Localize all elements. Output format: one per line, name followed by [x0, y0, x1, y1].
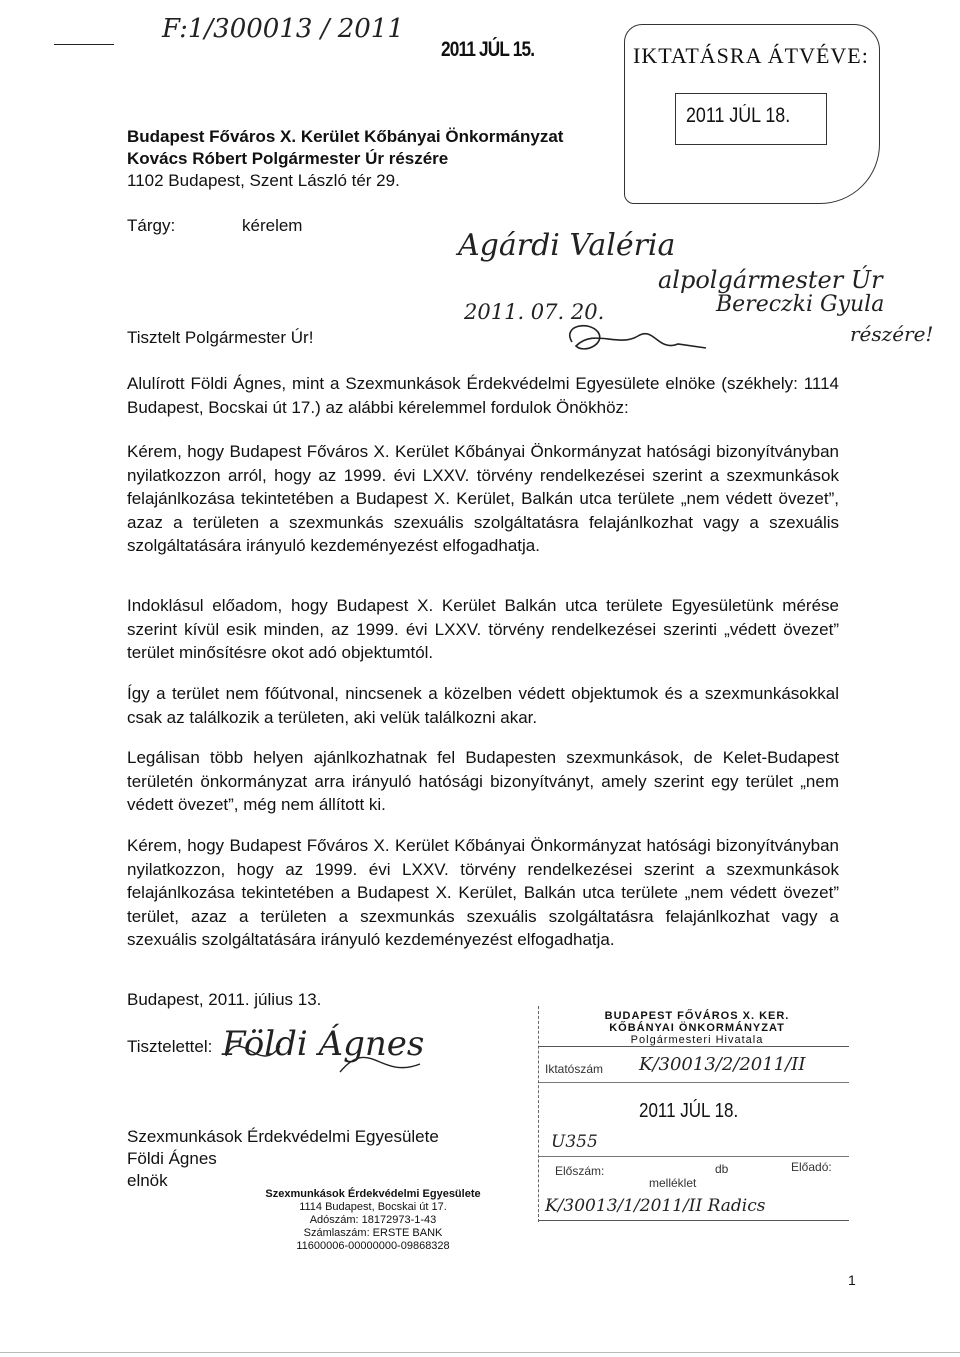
recipient-line-3: 1102 Budapest, Szent László tér 29.: [127, 171, 400, 190]
sender-block: [127, 1126, 439, 1192]
received-stamp: [624, 24, 880, 204]
iktato-value: K/30013/2/2011/II: [639, 1054, 806, 1075]
subject-value: kérelem: [242, 216, 303, 235]
recipient-block: [127, 126, 563, 192]
organization-stamp: [258, 1188, 488, 1253]
sender-org: Szexmunkások Érdekvédelmi Egyesülete: [127, 1127, 439, 1146]
org-stamp-line-3: Adószám: 18172973-1-43: [309, 1214, 437, 1226]
handwritten-note-line-3: 2011. 07. 20.: [464, 300, 605, 324]
handwritten-note-line-5: részére!: [850, 322, 934, 346]
registry-header-3: Polgármesteri Hivatala: [630, 1034, 764, 1046]
recipient-line-2: Kovács Róbert Polgármester Úr részére: [127, 149, 449, 168]
paragraph-request-repeat: Kérem, hogy Budapest Főváros X. Kerület Kőbányai Önkormányzat hatósági bizonyítványban nyilatkozzon, hogy az 1999. évi LXXV. törvény rendelkezései szerint a szexmunkások felajánlkozása tekintetében a Budapest X. Kerület, Balkán utca területe „nem védett övezet” terület, azaz a területen a szexmunkás szexuális szolgáltatásra felajánlkozhat vagy a szexuális szolgáltatására irányuló kezdeményezést elfogadhatja.: [127, 836, 839, 949]
org-stamp-line-2: 1114 Budapest, Bocskai út 17.: [299, 1201, 447, 1213]
subject-label: Tárgy:: [127, 216, 176, 235]
salutation: Tisztelt Polgármester Úr!: [127, 328, 314, 347]
iktato-label: Iktatószám: [545, 1062, 604, 1076]
handwritten-reference: F:1/300013 / 2011: [162, 14, 404, 44]
sender-role: elnök: [127, 1171, 168, 1190]
db-label: db: [715, 1162, 729, 1176]
paragraph-intro: Alulírott Földi Ágnes, mint a Szexmunkások Érdekvédelmi Egyesülete elnöke (székhely: 1114 Budapest, Bocskai út 17.) az alábbi kérelemmel fordulok Önökhöz:: [127, 374, 839, 417]
signature-flourish: [220, 1026, 430, 1086]
handwritten-note-line-4: Bereczki Gyula: [716, 292, 885, 317]
handwritten-note: [458, 222, 934, 362]
registry-code: U355: [551, 1132, 598, 1152]
paragraph-reasoning: Indoklásul előadom, hogy Budapest X. Kerület Balkán utca területe Egyesületünk mérése szerint kívül esik minden, az 1999. évi LXXV. törvény rendelkezései szerinti „védett övezet” terület minősítésre okot adó objektumtól.: [127, 596, 839, 662]
recipient-line-1: Budapest Főváros X. Kerület Kőbányai Önkormányzat: [127, 127, 564, 146]
registry-bottom-value: K/30013/1/2011/II Radics: [545, 1196, 766, 1216]
initials-scribble: [558, 318, 708, 358]
paragraph-legal: Legálisan több helyen ajánlkozhatnak fel Budapesten szexmunkások, de Kelet-Budapest területén önkormányzat arra irányuló hatósági bizonyítványt, amely szerint egy terület „nem védett övezet”, még nem állított ki.: [127, 748, 839, 814]
paragraph-area: Így a terület nem főútvonal, nincsenek a közelben védett objektumok és a szexmunkásokkal csak az találkozik a területen, aki velük találkozni akar.: [127, 684, 839, 727]
org-stamp-line-4: Számlaszám: ERSTE BANK: [303, 1227, 443, 1239]
registry-stamp-header: [547, 1010, 847, 1046]
org-stamp-line-1: Szexmunkások Érdekvédelmi Egyesülete: [265, 1188, 481, 1200]
signature: Földi Ágnes: [222, 1024, 425, 1064]
place-date: Budapest, 2011. július 13.: [127, 990, 322, 1009]
eloszam-label: Előszám:: [555, 1164, 605, 1178]
sender-name: Földi Ágnes: [127, 1149, 217, 1168]
melleklet-label: melléklet: [649, 1176, 697, 1190]
handwritten-note-line-2: alpolgármester Úr: [658, 266, 883, 294]
registry-stamp: [538, 1006, 853, 1222]
page-number: 1: [848, 1272, 856, 1288]
handwritten-note-line-1: Agárdi Valéria: [458, 228, 676, 263]
registry-header-1: BUDAPEST FŐVÁROS X. KER.: [604, 1010, 790, 1022]
org-stamp-line-5: 11600006-00000000-09868328: [296, 1240, 450, 1252]
date-stamp: 2011 JÚL 15.: [441, 38, 535, 61]
scan-edge: [0, 1352, 960, 1353]
paragraph-request: Kérem, hogy Budapest Főváros X. Kerület Kőbányai Önkormányzat hatósági bizonyítványban nyilatkozzon arról, hogy az 1999. évi LXXV. törvény rendelkezései szerint a szexmunkások felajánlkozása tekintetében a Budapest X. Kerület, Balkán utca területe „nem védett övezet”, azaz a területen a szexmunkás szexuális szolgáltatásra felajánlkozhat vagy a szexuális szolgáltatására irányuló kezdeményezést elfogadhatja.: [127, 442, 839, 555]
margin-mark: [54, 44, 114, 45]
received-stamp-title: IKTATÁSRA ÁTVÉVE:: [633, 43, 869, 68]
received-stamp-date: 2011 JÚL 18.: [686, 104, 791, 127]
eload-label: Előadó:: [791, 1160, 832, 1174]
registry-header-2: KŐBÁNYAI ÖNKORMÁNYZAT: [609, 1022, 785, 1034]
closing-regards: Tisztelettel:: [127, 1037, 213, 1056]
registry-date: 2011 JÚL 18.: [639, 1100, 739, 1122]
